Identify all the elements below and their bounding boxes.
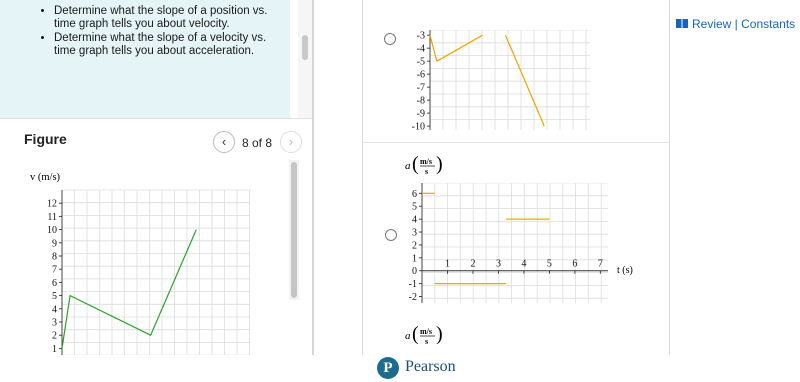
instructions-scrollbar-thumb[interactable]	[302, 35, 308, 60]
svg-text:a: a	[405, 330, 411, 342]
option-c-axis-label	[395, 323, 455, 351]
y-tick-label: 12	[47, 198, 57, 210]
y-tick-label: -6	[416, 69, 425, 81]
x-tick-label: 5	[546, 258, 552, 270]
pearson-logo: P	[377, 357, 399, 379]
series-line	[437, 35, 483, 61]
series-line	[62, 230, 196, 349]
y-tick-label: -8	[416, 95, 425, 107]
series-line	[505, 35, 544, 126]
y-tick-label: -5	[416, 56, 425, 68]
figure-page-count: 8 of 8	[242, 136, 273, 150]
velocity-time-graph	[0, 160, 290, 355]
svg-text:s: s	[425, 337, 429, 346]
y-tick-label: -10	[411, 121, 425, 132]
panel-divider[interactable]	[312, 0, 314, 355]
y-tick-label: 3	[412, 227, 417, 239]
chevron-left-icon: ‹	[221, 134, 227, 149]
x-tick-label: 6	[572, 258, 578, 270]
x-tick-label: 3	[495, 258, 501, 270]
svg-text:m/s: m/s	[420, 327, 432, 336]
y-tick-label: -1	[408, 279, 417, 291]
y-tick-label: -9	[416, 108, 425, 120]
y-tick-label: 1	[412, 253, 417, 265]
y-tick-label: 9	[52, 238, 57, 250]
velocity-graph-grid	[62, 190, 250, 355]
y-tick-label: 3	[52, 317, 57, 329]
review-constants-label: Review | Constants	[692, 17, 796, 31]
book-icon	[676, 19, 688, 28]
y-tick-label: 4	[52, 304, 57, 316]
y-tick-label: -2	[408, 292, 417, 303]
pearson-brand-name: Pearson	[405, 358, 456, 375]
svg-text:): )	[436, 153, 443, 175]
velocity-graph-series	[62, 230, 196, 349]
y-tick-label: 7	[52, 264, 57, 276]
svg-text:s: s	[425, 167, 429, 176]
instructions-list	[54, 5, 280, 59]
figure-scrollbar-thumb[interactable]	[291, 162, 297, 298]
option-b-x-axis-label: t (s)	[617, 265, 633, 276]
svg-text:(: (	[412, 153, 419, 175]
y-tick-label: 5	[412, 201, 417, 213]
y-tick-label: 6	[412, 188, 417, 200]
previous-figure-button[interactable]	[213, 131, 235, 153]
y-tick-label: 6	[52, 277, 57, 289]
option-a-graph	[395, 30, 595, 132]
y-tick-label: -4	[416, 43, 425, 55]
y-tick-label: 5	[52, 291, 57, 303]
y-tick-label: 10	[47, 225, 57, 237]
instruction-item: • Determine what the slope of a position vs. time graph tells you about velocity.	[54, 5, 280, 32]
option-b-axis-label	[395, 153, 455, 181]
svg-text:m/s: m/s	[420, 157, 432, 166]
y-tick-label: 2	[412, 240, 417, 252]
y-tick-label: 11	[47, 211, 57, 223]
instruction-item: • Determine what the slope of a velocity vs. time graph tells you about acceleration.	[54, 32, 280, 59]
svg-text:): )	[436, 323, 443, 345]
svg-text:(: (	[412, 323, 419, 345]
velocity-axis-label: v (m/s)	[30, 172, 61, 183]
x-tick-label: 2	[470, 258, 476, 270]
y-tick-label: 8	[52, 251, 57, 263]
velocity-graph-ticks	[47, 190, 62, 355]
next-figure-button[interactable]	[280, 131, 302, 153]
x-tick-label: 1	[444, 258, 450, 270]
y-tick-label: -7	[416, 82, 425, 94]
x-tick-label: 7	[597, 258, 603, 270]
figure-title: Figure	[24, 131, 67, 147]
y-tick-label: 4	[412, 214, 417, 226]
y-tick-label: 2	[52, 330, 57, 342]
instructions-box	[0, 0, 290, 118]
y-tick-label: 0	[412, 266, 417, 278]
left-panel	[0, 0, 312, 355]
option-separator	[363, 142, 669, 143]
chevron-right-icon: ›	[288, 134, 294, 149]
option-b-graph	[395, 183, 645, 303]
x-tick-label: 4	[521, 258, 527, 270]
y-tick-label: 1	[52, 343, 57, 355]
pearson-footer	[377, 355, 497, 382]
series-line	[430, 35, 437, 61]
review-constants-link[interactable]	[676, 17, 795, 31]
svg-text:a: a	[405, 160, 411, 172]
y-tick-label: -3	[416, 30, 425, 42]
